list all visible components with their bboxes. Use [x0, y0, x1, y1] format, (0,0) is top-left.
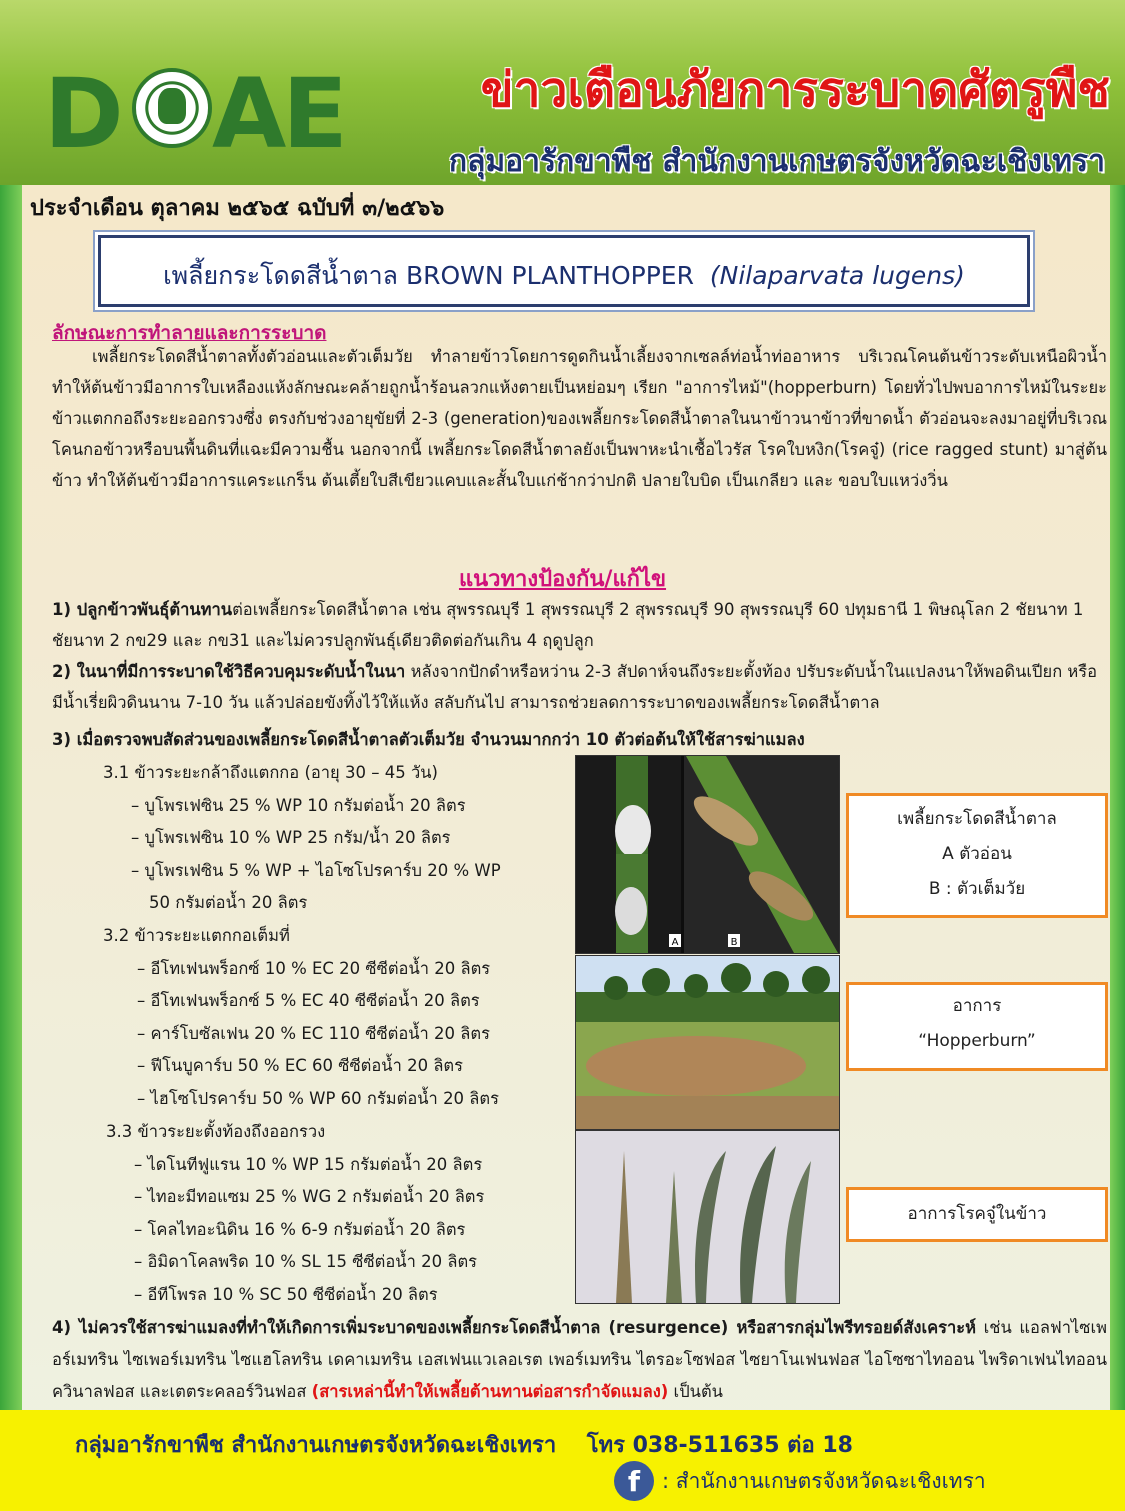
control-item-3: 3) เมื่อตรวจพบสัดส่วนของเพลี้ยกระโดดสีน้ำตาลตัวเต็มวัย จำนวนมากกว่า 10 ตัวต่อต้นให้ใช้สารฆ่าแมลง: [52, 730, 805, 749]
topic-box: [98, 235, 1030, 307]
planthopper-photo: [575, 755, 840, 954]
photo-label-a: A: [671, 937, 679, 948]
dosage-line: – อิมิดาโคลพริด 10 % SL 15 ซีซีต่อน้ำ 20 ลิตร: [134, 1252, 478, 1272]
caption-line: B : ตัวเต็มวัย: [928, 879, 1026, 899]
control-item-1: [52, 594, 1107, 656]
dosage-line: – บูโพรเฟซิน 5 % WP + ไอโซโปรคาร์บ 20 % WP: [131, 860, 501, 880]
dosage-group-3-2: [103, 920, 499, 1116]
item-2-lead: 2) ในนาที่มีการระบาดใช้วิธีควบคุมระดับน้ำในนา: [52, 662, 406, 681]
topic-name: เพลี้ยกระโดดสีน้ำตาล BROWN PLANTHOPPER: [163, 261, 694, 290]
group-title: 3.3 ข้าวระยะตั้งท้องถึงออกรวง: [106, 1122, 326, 1141]
topic-title: [101, 256, 1027, 296]
caption-planthopper: [846, 793, 1108, 918]
control-heading: แนวทางป้องกัน/แก้ไข: [458, 567, 667, 592]
dosage-line: – บูโพรเฟซิน 10 % WP 25 กรัม/น้ำ 20 ลิตร: [131, 828, 451, 848]
caption-line: อาการโรคจู๋ในข้าว: [907, 1204, 1047, 1224]
dosage-line: – ไดโนทีฟูแรน 10 % WP 15 กรัมต่อน้ำ 20 ลิตร: [134, 1154, 483, 1174]
dosage-group-3-1: [103, 757, 501, 920]
photo-label-b: B: [730, 937, 738, 948]
item-2-text: หลังจากปักดำหรือหว่าน 2-3 สัปดาห์จนถึงระยะตั้งท้อง ปรับระดับน้ำในแปลงนาให้พอดินเปียก หรือมีน้ำเรี่ยผิวดินนาน 7-10 วัน แล้วปล่อยขังทิ้งไว้ให้แห้ง สลับกันไป สามารถช่วยลดการระบาดของเพลี้ยกระโดดสีน้ำตาล: [52, 662, 1098, 712]
item-4-warning: (สารเหล่านี้ทำให้เพลี้ยต้านทานต่อสารกำจัดแมลง): [311, 1382, 669, 1401]
dosage-group-3-3: [106, 1116, 484, 1312]
seal-icon: [132, 68, 212, 148]
caption-hopperburn: [846, 982, 1108, 1071]
facebook-icon[interactable]: f: [614, 1461, 654, 1501]
scientific-name: (Nilaparvata lugens): [709, 261, 965, 290]
dosage-line: – ไทอะมีทอแซม 25 % WG 2 กรัมต่อน้ำ 20 ลิตร: [134, 1187, 485, 1207]
ragged-stunt-photo: [575, 1130, 840, 1304]
issue-line: ประจำเดือน ตุลาคม ๒๕๖๕ ฉบับที่ ๓/๒๕๖๖: [30, 196, 445, 221]
damage-heading: ลักษณะการทำลายและการระบาด: [52, 322, 327, 344]
item-4-end: เป็นต้น: [668, 1382, 723, 1401]
control-item-4: [52, 1312, 1107, 1408]
dosage-line: – อีโทเฟนพร็อกซ์ 10 % EC 20 ซีซีต่อน้ำ 20 ลิตร: [137, 958, 491, 978]
item-1-lead: 1) ปลูกข้าวพันธุ์ต้านทาน: [52, 600, 233, 619]
group-title: 3.1 ข้าวระยะกล้าถึงแตกกอ (อายุ 30 – 45 วัน): [103, 763, 438, 782]
caption-line: อาการ: [952, 996, 1002, 1016]
footer-contact: กลุ่มอารักขาพืช สำนักงานเกษตรจังหวัดฉะเชิงเทรา โทร 038-511635 ต่อ 18: [75, 1433, 853, 1458]
dosage-line: – บูโพรเฟซิน 25 % WP 10 กรัมต่อน้ำ 20 ลิตร: [131, 795, 466, 815]
right-border: [1110, 185, 1125, 1410]
footer-facebook[interactable]: [618, 1465, 986, 1498]
dosage-line: – อีโทเฟนพร็อกซ์ 5 % EC 40 ซีซีต่อน้ำ 20 ลิตร: [137, 991, 480, 1011]
facebook-page-name[interactable]: : สำนักงานเกษตรจังหวัดฉะเชิงเทรา: [662, 1469, 986, 1493]
bulletin-subtitle: กลุ่มอารักขาพืช สำนักงานเกษตรจังหวัดฉะเชิงเทรา: [448, 144, 1105, 179]
item-4-text: เช่น แอลฟาไซเพอร์เมทริน ไซเพอร์เมทริน ไซแฮโลทริน เดคาเมทริน เอสเฟนแวเลอเรต เพอร์เมทริน ไตรอะโซฟอส ไซยาโนเฟนฟอส ไอโซซาไทออน ไพริดาเฟนไทออน ควินาลฟอส และเตตระคลอร์วินฟอส: [52, 1318, 1107, 1401]
bulletin-title: ข่าวเตือนภัยการระบาดศัตรูพืช: [480, 62, 1110, 118]
caption-line: เพลี้ยกระโดดสีน้ำตาล: [897, 809, 1057, 829]
item-4-lead: 4) ไม่ควรใช้สารฆ่าแมลงที่ทำให้เกิดการเพิ่มระบาดของเพลี้ยกระโดดสีน้ำตาล (resurgence) หรือสารกลุ่มไพรีทรอยด์สังเคราะห์: [52, 1318, 977, 1337]
item-1-text: ต่อเพลี้ยกระโดดสีน้ำตาล เช่น สุพรรณบุรี 1 สุพรรณบุรี 2 สุพรรณบุรี 90 สุพรรณบุรี 60 ปทุมธานี 1 พิษณุโลก 2 ชัยนาท 1 ชัยนาท 2 กข29 และ กข31 และไม่ควรปลูกพันธุ์เดียวติดต่อกันเกิน 4 ฤดูปลูก: [52, 600, 1084, 650]
dosage-line: 50 กรัมต่อน้ำ 20 ลิตร: [149, 893, 308, 913]
control-item-2: [52, 656, 1107, 718]
dosage-line: – ฟีโนบูคาร์บ 50 % EC 60 ซีซีต่อน้ำ 20 ลิตร: [137, 1056, 464, 1076]
dosage-line: – อีทีโพรล 10 % SC 50 ซีซีต่อน้ำ 20 ลิตร: [134, 1284, 438, 1304]
dosage-line: – คาร์โบซัลเฟน 20 % EC 110 ซีซีต่อน้ำ 20 ลิตร: [137, 1023, 490, 1043]
hopperburn-photo: [575, 955, 840, 1130]
damage-body: เพลี้ยกระโดดสีน้ำตาลทั้งตัวอ่อนและตัวเต็มวัย ทำลายข้าวโดยการดูดกินน้ำเลี้ยงจากเซลล์ท่อน้ำท่ออาหาร บริเวณโคนต้นข้าวระดับเหนือผิวน้ำ ทำให้ต้นข้าวมีอาการใบเหลืองแห้งลักษณะคล้ายถูกน้ำร้อนลวกแห้งตายเป็นหย่อมๆ เรียก "อาการไหม้"(hopperburn) โดยทั่วไปพบอาการไหม้ในระยะข้าวแตกกอถึงระยะออกรวงซึ่ง ตรงกับช่วงอายุขัยที่ 2-3 (generation)ของเพลี้ยกระโดดสีน้ำตาลในนาข้าวนาข้าวที่ขาดน้ำ ตัวอ่อนจะลงมาอยู่ที่บริเวณโคนกอข้าวหรือบนพื้นดินที่แฉะมีความชื้น นอกจากนี้ เพลี้ยกระโดดสีน้ำตาลยังเป็นพาหะนำเชื้อไวรัส โรคใบหงิก(โรคจู๋) (rice ragged stunt) มาสู่ต้นข้าว ทำให้ต้นข้าวมีอาการแคระแกร็น ต้นเตี้ยใบสีเขียวแคบและสั้นใบแก่ช้ากว่าปกติ ปลายใบบิด เป็นเกลียว และ ขอบใบแหว่งวิ่น: [52, 347, 1107, 490]
doae-logo: D AE: [44, 58, 344, 170]
caption-ragged-stunt: [846, 1187, 1108, 1242]
group-title: 3.2 ข้าวระยะแตกกอเต็มที่: [103, 926, 290, 945]
dosage-line: – ไฮโซโปรคาร์บ 50 % WP 60 กรัมต่อน้ำ 20 ลิตร: [137, 1088, 499, 1108]
caption-line: A ตัวอ่อน: [942, 844, 1012, 864]
dosage-line: – โคลไทอะนิดิน 16 % 6-9 กรัมต่อน้ำ 20 ลิตร: [134, 1219, 466, 1239]
left-border: [0, 185, 22, 1410]
caption-line: “Hopperburn”: [918, 1031, 1036, 1051]
